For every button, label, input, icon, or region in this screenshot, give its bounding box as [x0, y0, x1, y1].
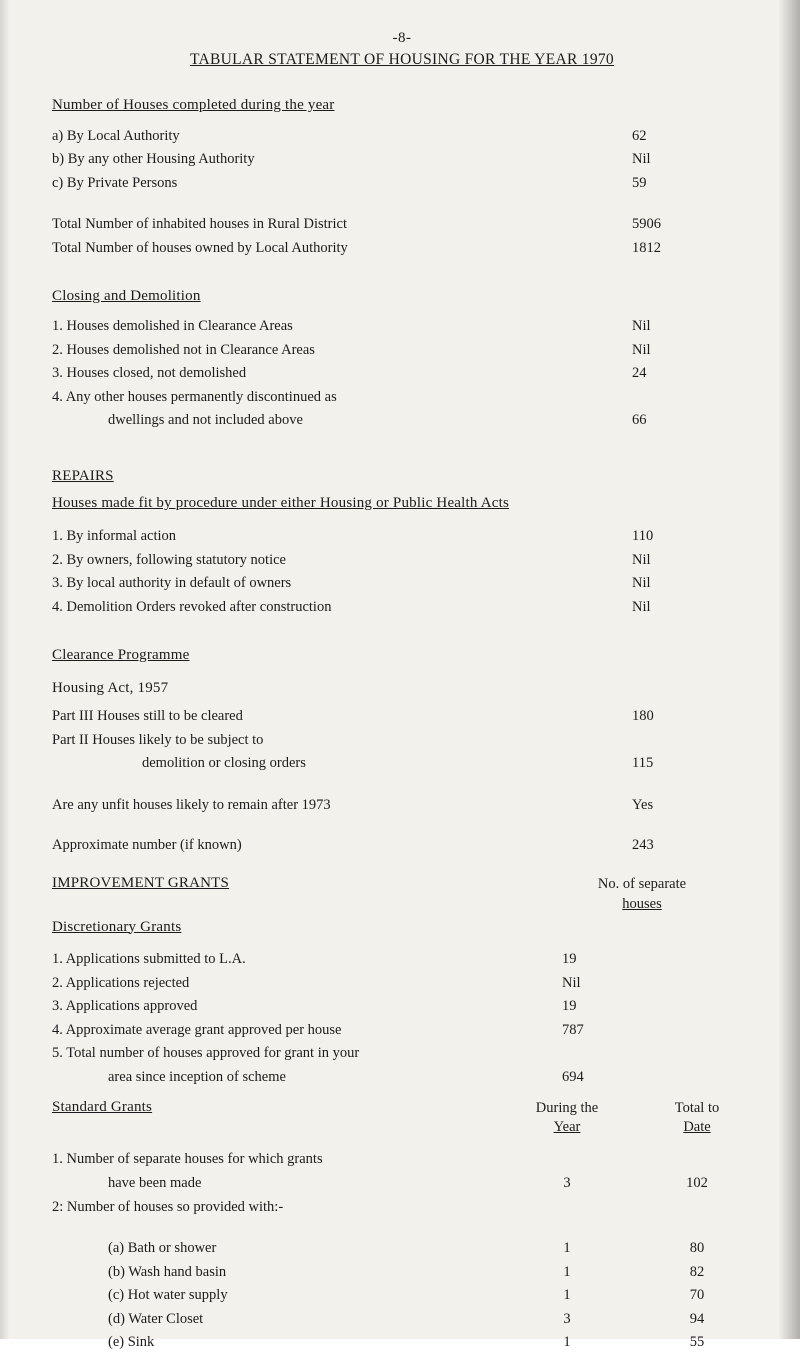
section-subheading-housing-act: Housing Act, 1957	[52, 679, 169, 696]
table-row	[52, 236, 752, 260]
table-row	[52, 1148, 752, 1172]
table-row	[52, 1284, 752, 1308]
row-label: 2: Number of houses so provided with:-	[52, 1198, 284, 1215]
section-heading-completed: Number of Houses completed during the year	[52, 97, 335, 113]
standard-col2-line1: Total to	[674, 1099, 720, 1116]
row-label: 4. Any other houses permanently discontinued as	[52, 388, 337, 405]
row-value: 180	[632, 708, 654, 725]
table-row	[52, 124, 752, 148]
row-value-total: 55	[689, 1334, 705, 1351]
row-value-total: 80	[689, 1240, 705, 1257]
row-value: Nil	[632, 151, 651, 168]
row-value-total: 70	[689, 1287, 705, 1304]
row-value-year: 3	[563, 1310, 571, 1327]
row-label: 5. Total number of houses approved for grant in your	[52, 1045, 360, 1062]
table-row	[52, 1331, 752, 1354]
row-value-year: 3	[563, 1174, 571, 1191]
row-label: 2. Applications rejected	[52, 974, 190, 991]
row-value: 24	[632, 365, 647, 382]
row-label: 4. Demolition Orders revoked after construction	[52, 598, 332, 615]
section-subheading-discretionary: Discretionary Grants	[52, 918, 182, 935]
row-label: 2. Houses demolished not in Clearance Areas	[52, 341, 315, 358]
improvement-column-header-line1: No. of separate	[597, 876, 687, 893]
table-row	[52, 793, 752, 817]
row-label: dwellings and not included above	[108, 412, 303, 429]
table-row	[52, 817, 752, 834]
table-row	[52, 1042, 752, 1066]
row-label: (a) Bath or shower	[108, 1240, 217, 1257]
table-row	[52, 1018, 752, 1042]
row-label: a) By Local Authority	[52, 127, 180, 144]
standard-col1-header	[492, 1099, 642, 1138]
row-value-year: 1	[563, 1240, 571, 1257]
table-row	[52, 1237, 752, 1261]
row-value: Nil	[632, 551, 651, 568]
table-row	[52, 362, 752, 386]
row-label: 2. By owners, following statutory notice	[52, 551, 286, 568]
section-heading-improvement: IMPROVEMENT GRANTS	[52, 875, 230, 892]
row-value: Yes	[632, 796, 654, 813]
table-clearance	[52, 705, 752, 776]
table-row	[52, 705, 752, 729]
table-row	[52, 1307, 752, 1331]
row-value: Nil	[632, 318, 651, 335]
table-row	[52, 572, 752, 596]
row-value: 787	[562, 1021, 584, 1038]
page-title: TABULAR STATEMENT OF HOUSING FOR THE YEAR 1970	[190, 51, 614, 68]
table-row	[52, 409, 752, 433]
table-row	[52, 385, 752, 409]
table-closing	[52, 315, 752, 433]
row-label: 4. Approximate average grant approved per house	[52, 1021, 342, 1038]
row-value-year: 1	[563, 1334, 571, 1351]
improvement-column-header-line2: houses	[622, 895, 662, 912]
table-row	[52, 315, 752, 339]
table-row	[52, 213, 752, 237]
table-completed	[52, 124, 752, 195]
row-label: c) By Private Persons	[52, 174, 178, 191]
standard-col1-line2: Year	[553, 1119, 581, 1136]
row-value	[632, 728, 752, 752]
section-heading-clearance: Clearance Programme	[52, 646, 190, 663]
section-subheading-repairs: Houses made fit by procedure under either Housing or Public Health Acts	[52, 495, 510, 512]
page-content	[52, 30, 752, 1354]
section-heading-standard: Standard Grants	[52, 1098, 153, 1115]
row-value: Nil	[632, 598, 651, 615]
table-row	[52, 171, 752, 195]
table-improvement	[52, 948, 752, 1089]
row-value: 110	[632, 527, 654, 544]
row-value-year: 1	[563, 1263, 571, 1280]
row-value-total	[642, 1195, 752, 1219]
row-label: (e) Sink	[108, 1334, 155, 1351]
row-label: 1. By informal action	[52, 527, 177, 544]
section-heading-closing: Closing and Demolition	[52, 287, 201, 304]
row-value-total: 102	[686, 1174, 708, 1191]
row-value-total	[642, 1148, 752, 1172]
table-row	[52, 148, 752, 172]
table-row	[52, 834, 752, 858]
table-totals	[52, 213, 752, 260]
row-label: 3. By local authority in default of owners	[52, 575, 292, 592]
table-row	[52, 548, 752, 572]
page-number: -8-	[392, 30, 412, 46]
row-value: 59	[632, 174, 647, 191]
table-clearance-extra	[52, 793, 752, 857]
row-label: Approximate number (if known)	[52, 837, 242, 854]
table-row	[52, 948, 752, 972]
row-label: (d) Water Closet	[108, 1310, 204, 1327]
row-label: 1. Applications submitted to L.A.	[52, 951, 246, 968]
page-edge-right-shadow	[778, 0, 800, 1339]
row-label: have been made	[108, 1174, 202, 1191]
row-label: Part III Houses still to be cleared	[52, 708, 243, 725]
improvement-column-header	[532, 875, 752, 914]
row-value: 62	[632, 127, 647, 144]
section-heading-repairs: REPAIRS	[52, 468, 114, 485]
row-value: 5906	[632, 216, 661, 233]
row-label: area since inception of scheme	[108, 1068, 286, 1085]
row-value	[562, 1042, 752, 1066]
row-label: demolition or closing orders	[142, 755, 306, 772]
table-row	[52, 338, 752, 362]
table-standard-intro	[52, 1148, 752, 1219]
row-label: b) By any other Housing Authority	[52, 151, 255, 168]
page-edge-left-shadow	[0, 0, 10, 1339]
table-repairs	[52, 524, 752, 618]
row-value: 243	[632, 837, 654, 854]
row-value-year: 1	[563, 1287, 571, 1304]
table-row	[52, 995, 752, 1019]
table-row	[52, 595, 752, 619]
row-value	[632, 385, 752, 409]
row-value-total: 94	[689, 1310, 705, 1327]
table-row	[52, 1260, 752, 1284]
row-value-year	[492, 1195, 642, 1219]
standard-col1-line1: During the	[535, 1099, 599, 1116]
table-row	[52, 524, 752, 548]
table-row	[52, 971, 752, 995]
row-value: 19	[562, 998, 577, 1015]
standard-col2-header	[642, 1099, 752, 1138]
row-value: 115	[632, 755, 654, 772]
table-standard-items	[52, 1237, 752, 1354]
table-row	[52, 728, 752, 752]
row-value: Nil	[632, 341, 651, 358]
row-label: 1. Number of separate houses for which grants	[52, 1151, 323, 1168]
table-row	[52, 1171, 752, 1195]
row-label: 1. Houses demolished in Clearance Areas	[52, 318, 293, 335]
row-value: 19	[562, 951, 577, 968]
row-value: Nil	[632, 575, 651, 592]
row-label: (b) Wash hand basin	[108, 1263, 227, 1280]
row-label: 3. Applications approved	[52, 998, 198, 1015]
row-label: Are any unfit houses likely to remain after 1973	[52, 796, 331, 813]
row-value-total: 82	[689, 1263, 705, 1280]
table-row	[52, 1195, 752, 1219]
row-value: 1812	[632, 239, 661, 256]
table-row	[52, 1065, 752, 1089]
standard-header-row	[52, 1099, 752, 1138]
row-label: (c) Hot water supply	[108, 1287, 228, 1304]
row-label: Part II Houses likely to be subject to	[52, 731, 264, 748]
row-label: 3. Houses closed, not demolished	[52, 365, 247, 382]
row-value: Nil	[562, 974, 581, 991]
improvement-header-row	[52, 875, 752, 914]
row-value: 694	[562, 1068, 584, 1085]
standard-col2-line2: Date	[683, 1119, 711, 1136]
row-label: Total Number of inhabited houses in Rural District	[52, 216, 347, 233]
row-label: Total Number of houses owned by Local Authority	[52, 239, 348, 256]
table-row	[52, 752, 752, 776]
row-value: 66	[632, 412, 647, 429]
row-value-year	[492, 1148, 642, 1172]
